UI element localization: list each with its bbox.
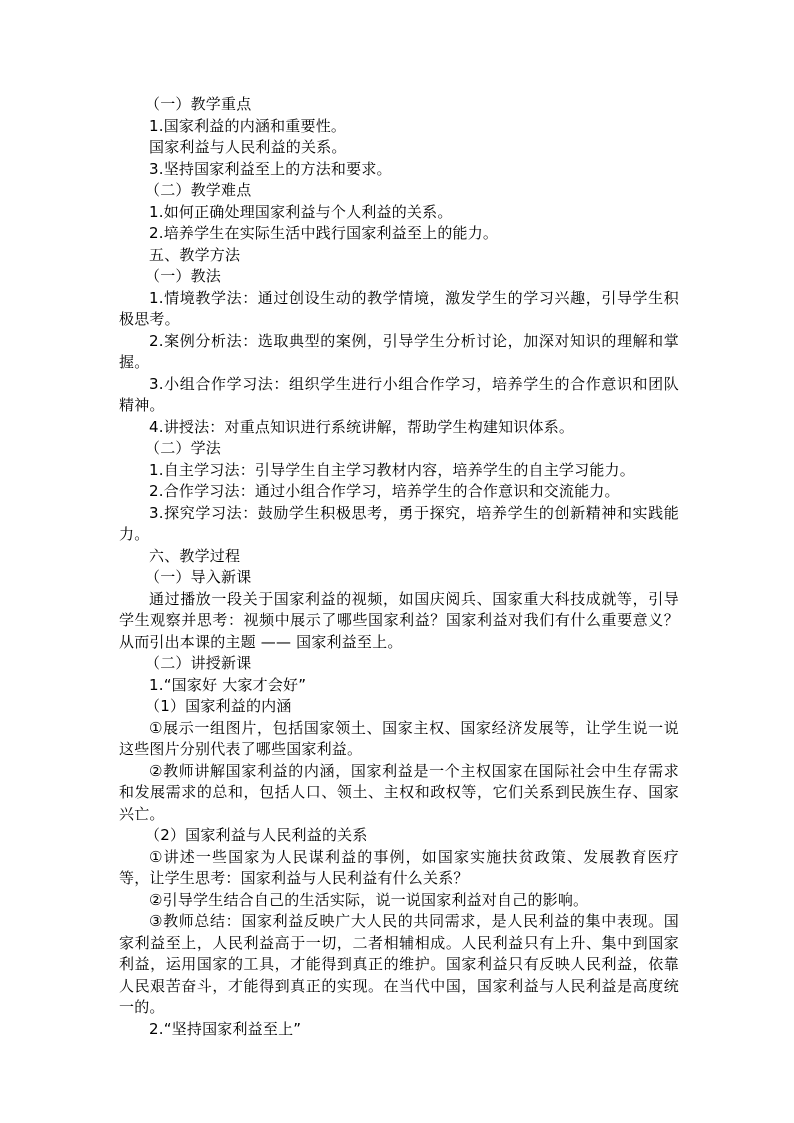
- section-heading: （一）教学重点: [145, 95, 252, 113]
- section-heading: （一）教法: [145, 267, 222, 285]
- paragraph: 4.讲授法：对重点知识进行系统讲解，帮助学生构建知识体系。: [149, 417, 575, 436]
- subsection-heading: 1.“国家好 大家才会好”: [149, 675, 307, 694]
- subsection-heading: （1）国家利益的内涵: [145, 697, 292, 715]
- section-heading: （一）导入新课: [145, 568, 252, 586]
- paragraph: 3.小组合作学习法：组织学生进行小组合作学习，培养学生的合作意识和团队精神。: [119, 374, 679, 414]
- paragraph: ②教师讲解国家利益的内涵，国家利益是一个主权国家在国际社会中生存需求和发展需求的总和，包括人口、领土、主权和政权等，它们关系到民族生存、国家兴亡。: [119, 761, 679, 823]
- paragraph: 1.国家利益的内涵和重要性。: [149, 116, 347, 135]
- chapter-heading: 六、教学过程: [149, 546, 241, 565]
- paragraph: 国家利益与人民利益的关系。: [149, 138, 347, 156]
- paragraph: ②引导学生结合自己的生活实际，说一说国家利益对自己的影响。: [149, 890, 589, 909]
- paragraph: ①讲述一些国家为人民谋利益的事例，如国家实施扶贫政策、发展教育医疗等，让学生思考：国家利益与人民利益有什么关系？: [119, 847, 679, 887]
- paragraph: 3.探究学习法：鼓励学生积极思考，勇于探究，培养学生的创新精神和实践能力。: [119, 503, 679, 543]
- paragraph: 1.自主学习法：引导学生自主学习教材内容，培养学生的自主学习能力。: [149, 460, 635, 479]
- subsection-heading: （2）国家利益与人民利益的关系: [145, 826, 368, 844]
- document-body: [119, 94, 679, 1040]
- section-heading: （二）教学难点: [145, 181, 252, 199]
- paragraph: 2.培养学生在实际生活中践行国家利益至上的能力。: [149, 224, 499, 242]
- paragraph: 1.如何正确处理国家利益与个人利益的关系。: [149, 202, 453, 221]
- paragraph: ①展示一组图片，包括国家领土、国家主权、国家经济发展等，让学生说一说这些图片分别代表了哪些国家利益。: [119, 718, 679, 758]
- paragraph: 2.案例分析法：选取典型的案例，引导学生分析讨论，加深对知识的理解和掌握。: [119, 331, 679, 371]
- chapter-heading: 五、教学方法: [149, 245, 241, 264]
- paragraph: 通过播放一段关于国家利益的视频，如国庆阅兵、国家重大科技成就等，引导学生观察并思考：视频中展示了哪些国家利益？国家利益对我们有什么重要意义？从而引出本课的主题 —— 国家利益至上。: [119, 589, 679, 651]
- paragraph: 3.坚持国家利益至上的方法和要求。: [149, 159, 392, 178]
- paragraph: 1.情境教学法：通过创设生动的教学情境，激发学生的学习兴趣，引导学生积极思考。: [119, 288, 679, 328]
- section-heading: （二）学法: [145, 439, 222, 457]
- paragraph: 2.合作学习法：通过小组合作学习，培养学生的合作意识和交流能力。: [149, 482, 620, 500]
- section-heading: （二）讲授新课: [145, 654, 252, 672]
- paragraph: ③教师总结：国家利益反映广大人民的共同需求，是人民利益的集中表现。国家利益至上，人民利益高于一切，二者相辅相成。人民利益只有上升、集中到国家利益，运用国家的工具，才能得到真正的维护。国家利益只有反映人民利益，依靠人民艰苦奋斗，才能得到真正的实现。在当代中国，国家利益与人民利益是高度统一的。: [119, 912, 679, 1016]
- subsection-heading: 2.“坚持国家利益至上”: [149, 1019, 302, 1038]
